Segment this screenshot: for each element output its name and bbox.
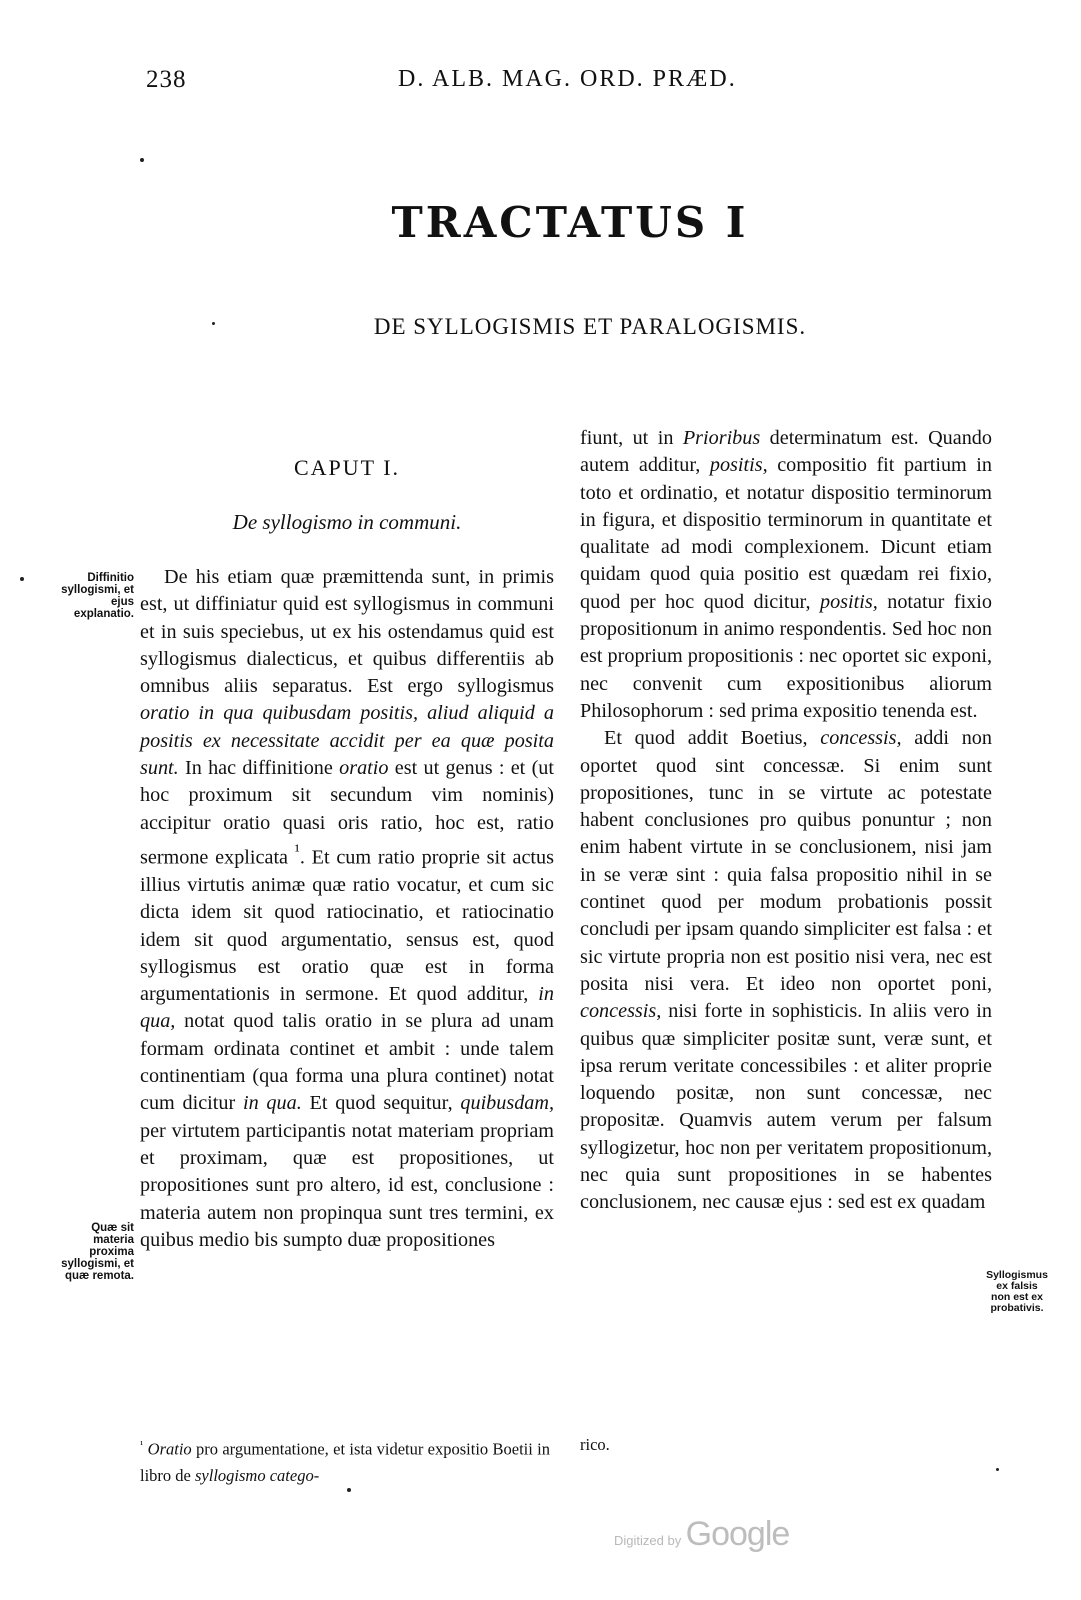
body-paragraph: De his etiam quæ præmittenda sunt, in primis est, ut diffiniatur quid est syllogismus in communi et in suis speciebus, ut ex his ostendamus quid est syllogismus dialecticus, et quibus differentiis ab omnibus aliis separatus. Est ergo syllogismus oratio in qua quibusdam positis, aliud aliquid a positis ex necessitate accidit per ea quæ posita sunt. In hac diffinitione oratio est ut genus : et (ut hoc proximum sit secundum vim nominis) accipitur oratio quasi oris ratio, hoc est, ratio sermone explicata $^{^1}$. Et cum ratio proprie sit actus illius virtutis animæ quæ ratio vocatur, et cum sic dicta idem sit quod ratiocinatio, et ratiocinatio idem sit quod argumentatio, sensus est, quod syllogismus est oratio quæ est in forma argumentationis in sermone. Et quod additur, in qua, notat quod talis oratio in se plura ad unam formam ordinata continet et ambit : unde talem continentiam (qua forma una plura continet) notat cum dicitur in qua. Et quod sequitur, quibusdam, per virtutem participantis notat materiam propriam et proximam, quæ est propositiones, ut propositiones sunt pro altero, id est, conclusione : materia autem non propinqua sunt tres termini, ex quibus medio bis sumpto duæ propositiones bbox=[140, 566, 555, 1251]
footnote-left: $^{^1}$ Oratio pro argumentatione, et ista videtur expositio Boetii in libro de syllogismo catego- bbox=[140, 1439, 551, 1485]
marginal-note-matter: Quæ sit materia proxima syllogismi, et quæ remota. bbox=[61, 1222, 134, 1282]
ink-speck bbox=[212, 322, 215, 325]
digitized-watermark bbox=[614, 1515, 789, 1554]
marginal-note-false-syllogism: Syllogismus ex falsis non est ex probativis. bbox=[986, 1269, 1048, 1314]
tractatus-subtitle: DE SYLLOGISMIS ET PARALOGISMIS. bbox=[373, 314, 807, 339]
ink-speck bbox=[996, 1468, 999, 1471]
running-header bbox=[0, 66, 1081, 96]
body-paragraph: fiunt, ut in Prioribus determinatum est. Quando autem additur, positis, compositio fit partium in toto et ordinatio, et notatur dispositio terminorum in figura, et dispositio terminorum in quantitate et qualitate ad modi complexionem. Dicunt etiam quidam quod quia positio est quædam rei fixio, quod per hoc quod dicitur, positis, notatur fixio propositionum in animo respondentis. Sed hoc non est proprium propositionis : nec oportet sic exponi, nec convenit cum expositionibus aliorum Philosophorum : sed prima expositio tenenda est. bbox=[580, 427, 993, 722]
digitized-by-label: Digitized by bbox=[614, 1533, 682, 1548]
ink-speck bbox=[20, 577, 24, 581]
footnote-marker: ¹ bbox=[140, 1439, 144, 1451]
marginal-note-definition: Diffinitio syllogismi, et ejus explanatio. bbox=[61, 572, 134, 620]
footnote-right: rico. bbox=[580, 1435, 610, 1454]
chapter-heading: CAPUT I. bbox=[293, 455, 401, 480]
tractatus-title: TRACTATUS I bbox=[391, 198, 749, 247]
google-logo: Google bbox=[685, 1515, 790, 1553]
running-title: D. ALB. MAG. ORD. PRÆD. bbox=[398, 66, 737, 92]
body-paragraph: Et quod addit Boetius, concessis, addi non oportet quod sint concessæ. Si enim sunt propositiones, tunc in se virtute ac potestate habent conclusiones pro quibus ponuntur ; non enim habent virtute in se conclusionem, nisi jam in se veræ sint : quia falsa propositio nihil in se continet quod per modum probationis possit concludi per ipsam quando simpliciter est falsa : et sic virtute propria non est positio nisi vera, nec est posita nisi vera. Et ideo non oportet poni, concessis, nisi forte in sophisticis. In aliis vero in quibus quæ simpliciter positæ sunt, veræ sunt, et ipsa rerum veritate concessibiles : et aliter proprie loquendo positæ, non sunt concessæ, nec propositæ. Quamvis autem verum per falsum syllogizetur, hoc non per veritatem propositionum, nec quia sunt propositiones in se habentes conclusionem, nec causæ ejus : sed est ex quadam bbox=[580, 727, 992, 1214]
left-column bbox=[140, 564, 554, 1254]
chapter-subheading: De syllogismo in communi. bbox=[232, 510, 462, 534]
page-number: 238 bbox=[146, 66, 187, 93]
footnote-ref: ¹ bbox=[294, 840, 300, 860]
ink-speck bbox=[140, 158, 144, 162]
ink-speck bbox=[347, 1488, 351, 1492]
right-column bbox=[580, 425, 992, 1217]
